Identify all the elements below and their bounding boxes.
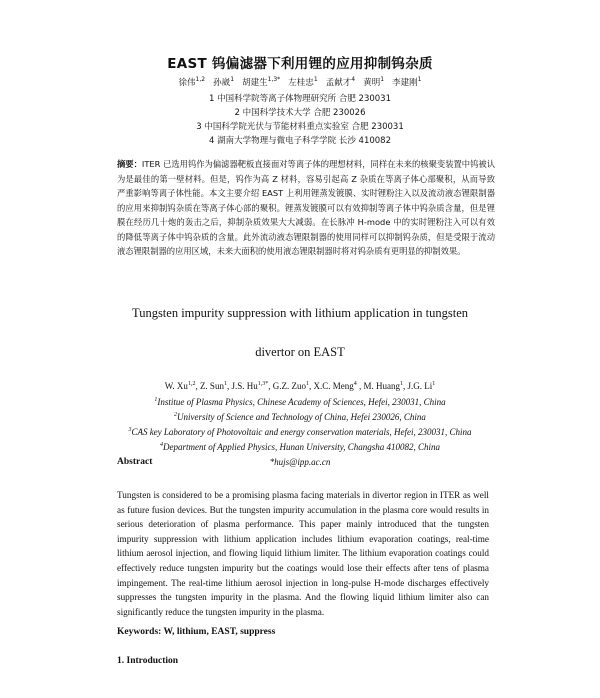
author-name: Z. Sun [199,381,224,391]
author-name: 黄明 [363,78,381,88]
author-name: M. Huang [363,381,400,391]
author-name: 左桂忠 [288,78,314,88]
author-affiliation-mark: 4 [351,76,356,84]
author-affiliation-mark: 1 [432,381,436,387]
chinese-abstract [117,157,495,259]
author-name: G.Z. Zuo [272,381,306,391]
author-separator: , [195,381,200,391]
author-separator: , [268,381,273,391]
author-affiliation-mark: 1 [313,76,318,84]
author-separator: , [356,381,364,391]
author-affiliation-mark: 1 [305,381,309,387]
author-name: J.S. Hu [231,381,258,391]
english-title-line-2: divertor on EAST [255,345,345,359]
chinese-affiliation: 4 湖南大学物理与微电子科学学院 长沙 410082 [209,136,391,146]
english-affiliation [0,442,600,452]
english-title-line-1: Tungsten impurity suppression with lithium application in tungsten [132,306,468,320]
english-affiliation [0,427,600,437]
affiliation-number: 1 [154,397,158,403]
chinese-affiliation: 3 中国科学院光伏与节能材料重点实验室 合肥 230031 [196,122,404,132]
affiliation-text: Department of Applied Physics, Hunan University, Changsha 410082, China [162,442,441,452]
affiliation-number: 3 [128,427,132,433]
abstract-body: Tungsten is considered to be a promising plasma facing materials in divertor region in ITER as well as future fusion devices. But the tungsten impurity accumulation in the plasma core would results in serious deterioration of plasma performance. This paper mainly introduced that the tungsten impurity suppression with lithium application includes lithium evaporation coatings, real-time lithium aerosol injection, and flowing liquid lithium limiter. The lithium evaporation coatings could effectively reduce tungsten impurity but the coatings would lose their effects after tens of plasma impingement. The real-time lithium aerosol injection in long-pulse H-mode discharges effectively suppresses the tungsten impurity in the plasma. And the flowing liquid lithium limiter also can significantly reduce the tungsten impurity in the plasma. [117,490,489,617]
author-name: 胡建生 [242,78,268,88]
author-name: W. Xu [164,381,188,391]
author-affiliation-mark: 1 [230,76,235,84]
author-name: 徐伟 [178,78,196,88]
author-separator: , [226,381,232,391]
author-affiliation-mark: 1 [417,76,422,84]
corresponding-email: *hujs@ipp.ac.cn [269,457,331,467]
affiliation-number: 4 [159,442,163,448]
author-name: X.C. Meng [313,381,354,391]
author-separator: , [402,381,408,391]
english-affiliation [0,397,600,407]
affiliation-text: University of Science and Technology of China, Hefei 230026, China [177,412,426,422]
author-affiliation-mark: 1 [380,76,385,84]
affiliation-number: 2 [174,412,178,418]
author-separator: , [308,381,314,391]
author-name: 孙崴 [213,78,231,88]
chinese-abstract-label: 摘要： [117,159,142,169]
author-name: 孟献才 [325,78,352,88]
author-name: J.G. Li [407,381,433,391]
author-affiliation-mark: 1,3* [267,76,281,84]
chinese-abstract-text: ITER 已选用钨作为偏滤器靶板直接面对等离子体的理想材料，同样在未来的核聚变装置中钨被认为是最佳的第一壁材料。但是，钨作为高 Z 材料，容易引起高 Z 杂质在等离子体心部聚积，从而导致严重影响等离子体性能。本文主要介绍 EAST 上利用锂蒸发镀膜、实时锂粉注入以及流动液态锂限制器的应用来抑制钨杂质在等离子体心部的聚积。锂蒸发镀膜可以有效抑制等离子体中钨杂质含量，但是锂膜在经历几十炮的轰击之后，抑制杂质效果大大减弱。在长脉冲 H-mode 中的实时锂粉注入可以有效的降低等离子体中钨杂质的含量。此外流动液态锂限制器的使用同样可以抑制钨杂质，但是受限于流动液态锂限制器的应用区域，未来大面积的使用液态锂限制器时将对钨杂质有更明显的抑制效果。 [117,159,495,256]
chinese-affiliation: 1 中国科学院等离子体物理研究所 合肥 230031 [209,94,391,104]
chinese-affiliation: 2 中国科学技术大学 合肥 230026 [234,108,366,118]
section-heading-introduction: 1. Introduction [117,656,179,666]
author-affiliation-mark: 4 [353,381,357,387]
author-affiliation-mark: 1,3* [257,381,269,387]
author-affiliation-mark: 1 [223,381,227,387]
author-affiliation-mark: 1 [399,381,403,387]
affiliation-text: CAS key Laboratory of Photovoltaic and energy conservation materials, Hefei, 230031, China [131,427,472,437]
author-name: 李建刚 [392,78,418,88]
english-authors [0,381,600,391]
english-affiliation [0,412,600,422]
author-affiliation-mark: 1,2 [195,76,206,84]
chinese-authors [0,76,600,88]
affiliation-text: Institue of Plasma Physics, Chinese Academy of Sciences, Hefei, 230031, China [157,397,446,407]
keywords: Keywords: W, lithium, EAST, suppress [117,627,276,637]
chinese-title: EAST 钨偏滤器下利用锂的应用抑制钨杂质 [167,56,433,72]
abstract-heading: Abstract [117,457,153,467]
author-affiliation-mark: 1,2 [187,381,196,387]
